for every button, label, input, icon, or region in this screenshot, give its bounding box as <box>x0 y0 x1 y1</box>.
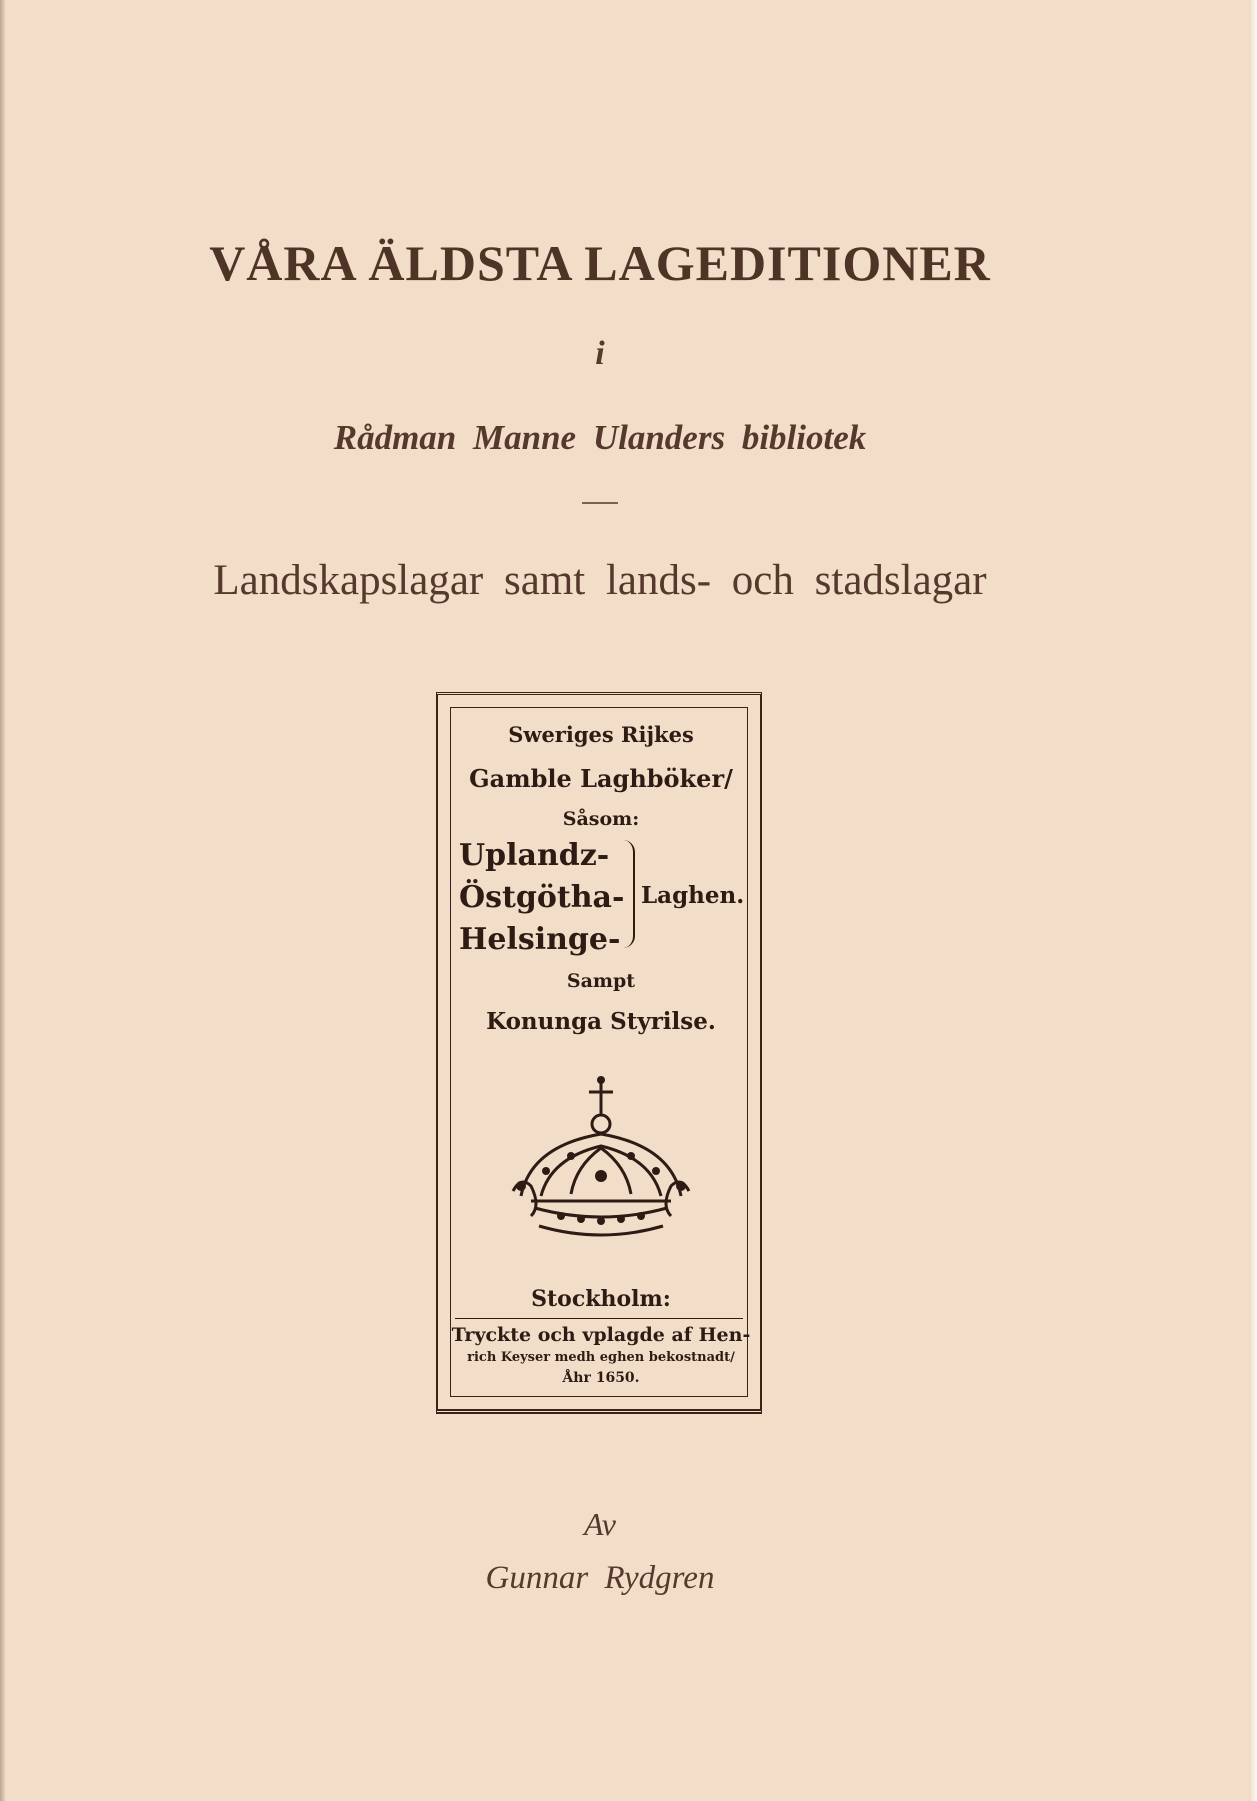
facsimile-imprint-3: Åhr 1650. <box>562 1370 640 1386</box>
facsimile-law-1: Uplandz- <box>459 838 610 873</box>
facsimile-imprint-1: Tryckte och vplagde af Hen- <box>451 1324 751 1346</box>
cover-title: VÅRA ÄLDSTA LAGEDITIONER <box>209 235 991 291</box>
facsimile-brace <box>623 840 635 948</box>
facsimile-line-2: Gamble Laghböker/ <box>469 764 733 793</box>
facsimile-title-page <box>436 692 762 1414</box>
cover-author: Gunnar Rydgren <box>485 1560 715 1596</box>
page-edge <box>1249 0 1257 1801</box>
cover-subtitle: Landskapslagar samt lands- och stadslagar <box>213 557 987 604</box>
facsimile-inner-border <box>450 707 751 1397</box>
cover-library-name: Rådman Manne Ulanders bibliotek <box>333 418 867 457</box>
facsimile-law-3: Helsinge- <box>459 922 621 957</box>
separator-dash <box>582 502 618 504</box>
facsimile-imprint-2: rich Keyser medh eghen bekostnadt/ <box>467 1350 735 1365</box>
facsimile-line-4: Sampt <box>566 970 636 992</box>
cover-preposition: i <box>595 335 605 372</box>
facsimile-rule <box>455 1318 743 1319</box>
facsimile-line-3: Såsom: <box>562 808 640 830</box>
crown-icon <box>501 1076 701 1256</box>
facsimile-laws-suffix: Laghen. <box>641 882 745 909</box>
facsimile-line-1: Sweriges Rijkes <box>508 722 694 747</box>
facsimile-place: Stockholm: <box>531 1286 671 1312</box>
facsimile-law-2: Östgötha- <box>459 880 625 915</box>
cover-byline: Av <box>584 1506 616 1542</box>
facsimile-line-5: Konunga Styrilse. <box>486 1008 716 1035</box>
